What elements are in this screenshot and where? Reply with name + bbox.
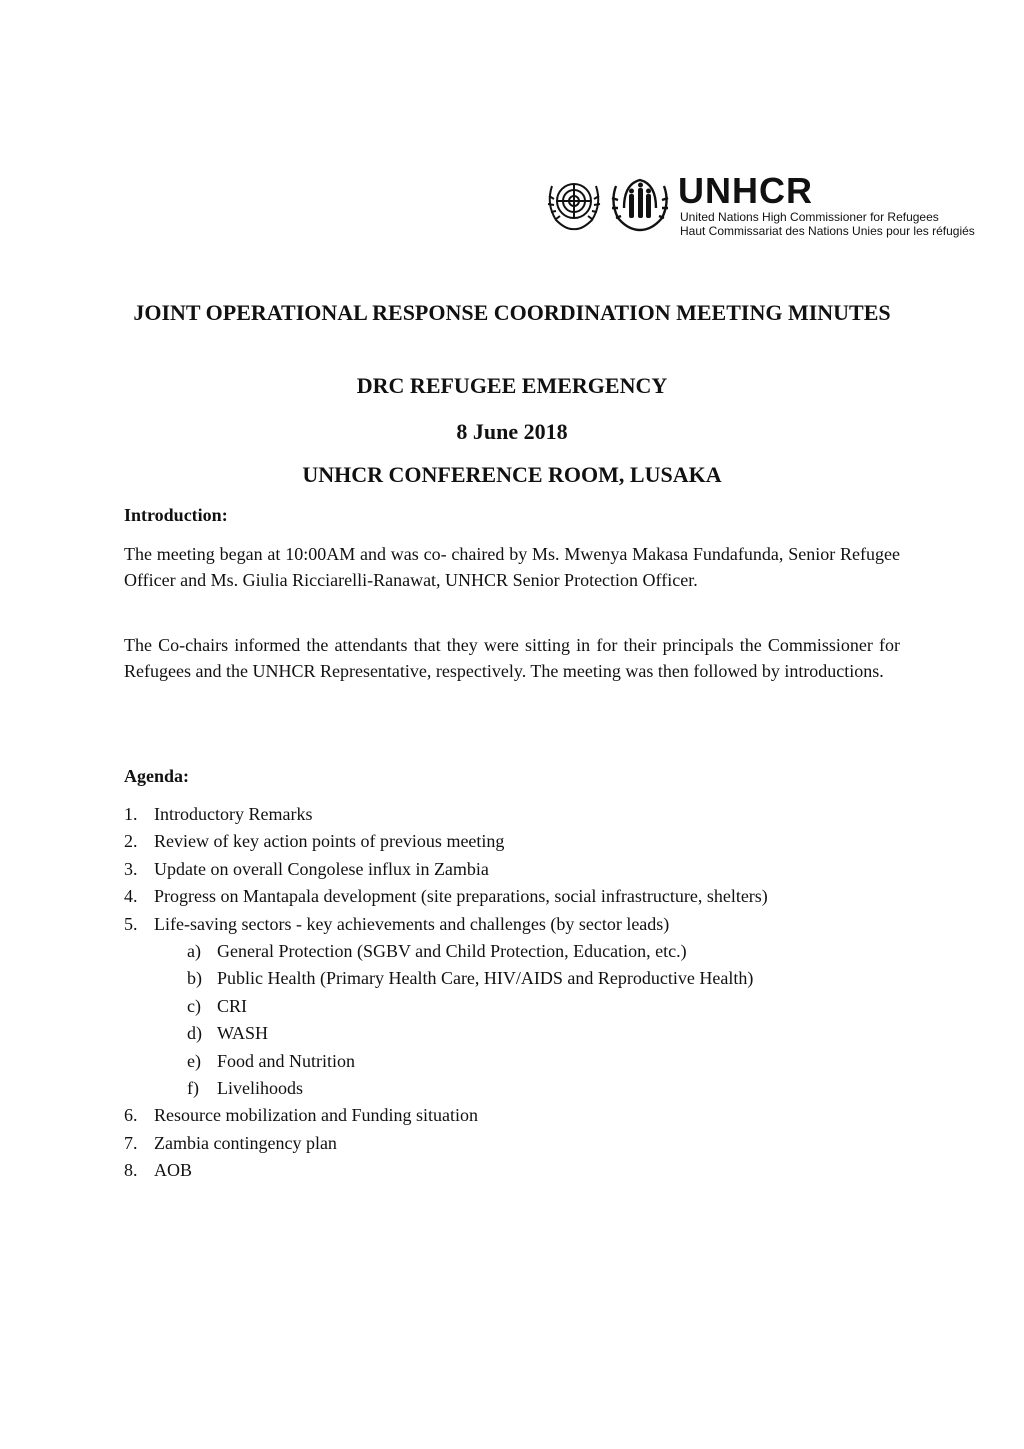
agenda-heading: Agenda:	[124, 766, 190, 786]
agenda-subitem: c) CRI	[187, 995, 248, 1016]
agenda-subitem: b) Public Health (Primary Health Care, HIV/AIDS and Reproductive Health)	[187, 968, 754, 989]
agenda-item: 8. AOB	[124, 1160, 193, 1181]
introduction-heading: Introduction:	[124, 505, 228, 525]
agenda-item: 3. Update on overall Congolese influx in Zambia	[124, 858, 489, 879]
agenda-item: 6. Resource mobilization and Funding situation	[124, 1105, 478, 1126]
logo-english-name: United Nations High Commissioner for Refugees	[680, 210, 939, 224]
introduction-paragraph-1: The meeting began at 10:00AM and was co- chaired by Ms. Mwenya Makasa Fundafunda, Senior Refugee Officer and Ms. Giulia Ricciarelli-Ranawat, UNHCR Senior Protection Officer.	[124, 544, 900, 590]
agenda-subitem: f) Livelihoods	[187, 1078, 303, 1099]
unhcr-emblem-icon	[608, 172, 672, 232]
agenda-subitem: e) Food and Nutrition	[187, 1050, 355, 1071]
agenda-item: 7. Zambia contingency plan	[124, 1132, 337, 1153]
agenda-list	[124, 801, 900, 1185]
agenda-item: 1. Introductory Remarks	[124, 804, 313, 824]
agenda-item: 2. Review of key action points of previous meeting	[124, 831, 505, 852]
agenda-item: 5. Life-saving sectors - key achievements and challenges (by sector leads)	[124, 913, 670, 934]
document-title: JOINT OPERATIONAL RESPONSE COORDINATION MEETING MINUTES	[133, 300, 891, 325]
agenda-subitem: d) WASH	[187, 1023, 269, 1044]
un-emblem-icon	[544, 174, 604, 232]
agenda-item: 4. Progress on Mantapala development (site preparations, social infrastructure, shelters)	[124, 886, 768, 907]
agenda-subitem: a) General Protection (SGBV and Child Protection, Education, etc.)	[187, 941, 687, 962]
document-subtitle: DRC REFUGEE EMERGENCY	[356, 373, 668, 398]
unhcr-wordmark: UNHCR	[678, 170, 813, 211]
logo-french-name: Haut Commissariat des Nations Unies pour les réfugiés	[680, 224, 975, 238]
meeting-date: 8 June 2018	[456, 419, 568, 444]
unhcr-logo	[544, 170, 994, 242]
introduction-paragraph-2: The Co-chairs informed the attendants that they were sitting in for their principals the Commissioner for Refugees and the UNHCR Representative, respectively. The meeting was then followed by introductions.	[124, 635, 900, 681]
meeting-venue: UNHCR CONFERENCE ROOM, LUSAKA	[302, 462, 722, 487]
